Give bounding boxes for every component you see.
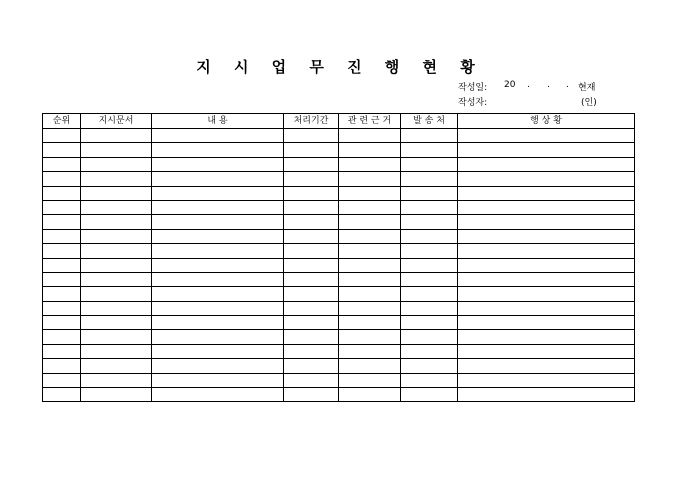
table-cell (81, 388, 152, 402)
table-cell (284, 272, 339, 286)
table-cell (284, 129, 339, 143)
table-cell (81, 143, 152, 157)
table-cell (43, 316, 81, 330)
table-cell (81, 330, 152, 344)
table-cell (458, 316, 635, 330)
table-cell (458, 359, 635, 373)
table-cell (284, 244, 339, 258)
table-cell (458, 301, 635, 315)
table-row (43, 258, 635, 272)
author-label: 작성자: (458, 98, 488, 108)
table-row (43, 186, 635, 200)
table-cell (284, 301, 339, 315)
table-cell (401, 143, 458, 157)
table-cell (152, 172, 284, 186)
table-cell (401, 330, 458, 344)
table-cell (458, 287, 635, 301)
table-cell (458, 129, 635, 143)
table-cell (284, 157, 339, 171)
table-cell (339, 301, 401, 315)
column-header-rank: 순위 (43, 114, 81, 129)
table-cell (43, 129, 81, 143)
table-cell (43, 244, 81, 258)
table-row (43, 388, 635, 402)
table-cell (458, 143, 635, 157)
table-cell (339, 157, 401, 171)
table-cell (458, 388, 635, 402)
table-cell (81, 258, 152, 272)
date-separator: . (566, 80, 569, 90)
table-cell (339, 172, 401, 186)
date-label: 작성일: (458, 83, 488, 93)
column-header-directive-document: 지시문서 (81, 114, 152, 129)
table-cell (152, 301, 284, 315)
table-cell (43, 287, 81, 301)
table-cell (284, 143, 339, 157)
table-cell (81, 301, 152, 315)
column-header-content: 내 용 (152, 114, 284, 129)
table-cell (43, 172, 81, 186)
table-cell (152, 287, 284, 301)
table-cell (152, 157, 284, 171)
table-cell (152, 143, 284, 157)
table-cell (401, 301, 458, 315)
table-cell (284, 316, 339, 330)
table-cell (152, 330, 284, 344)
table-cell (401, 186, 458, 200)
table-cell (458, 258, 635, 272)
table-cell (152, 186, 284, 200)
table-cell (339, 287, 401, 301)
table-cell (458, 215, 635, 229)
table-cell (339, 229, 401, 243)
author-seal: (인) (581, 98, 597, 108)
table-cell (401, 229, 458, 243)
table-cell (81, 359, 152, 373)
table-cell (458, 172, 635, 186)
table-cell (152, 359, 284, 373)
table-cell (81, 344, 152, 358)
table-cell (401, 258, 458, 272)
table-row (43, 229, 635, 243)
table-cell (43, 229, 81, 243)
table-cell (401, 344, 458, 358)
table-cell (339, 344, 401, 358)
table-cell (284, 258, 339, 272)
table-cell (339, 316, 401, 330)
table-cell (152, 129, 284, 143)
date-suffix: 현재 (578, 83, 596, 93)
column-header-sender: 발 송 처 (401, 114, 458, 129)
table-cell (458, 186, 635, 200)
table-cell (284, 229, 339, 243)
table-cell (81, 244, 152, 258)
table-cell (152, 200, 284, 214)
table-cell (152, 272, 284, 286)
table-header-row (43, 114, 635, 129)
table-cell (43, 200, 81, 214)
table-cell (401, 316, 458, 330)
table-cell (284, 344, 339, 358)
table-cell (401, 359, 458, 373)
date-separator: . (527, 80, 530, 90)
table-cell (284, 359, 339, 373)
table-cell (284, 186, 339, 200)
table-cell (401, 287, 458, 301)
table-cell (284, 172, 339, 186)
date-separator: . (547, 80, 550, 90)
table-cell (339, 373, 401, 387)
table-cell (43, 359, 81, 373)
table-cell (43, 186, 81, 200)
table-cell (81, 129, 152, 143)
table-cell (339, 359, 401, 373)
date-year: 20 (504, 80, 516, 90)
table-cell (458, 229, 635, 243)
table-row (43, 272, 635, 286)
table-cell (339, 143, 401, 157)
table-cell (458, 373, 635, 387)
status-table (42, 113, 635, 402)
table-cell (458, 244, 635, 258)
table-cell (401, 129, 458, 143)
table-row (43, 143, 635, 157)
table-row (43, 200, 635, 214)
table-cell (152, 244, 284, 258)
table-cell (152, 215, 284, 229)
table-cell (284, 373, 339, 387)
table-cell (81, 316, 152, 330)
table-cell (401, 388, 458, 402)
table-cell (339, 388, 401, 402)
table-cell (284, 215, 339, 229)
table-row (43, 129, 635, 143)
column-header-status: 행 상 황 (458, 114, 635, 129)
table-row (43, 344, 635, 358)
table-row (43, 215, 635, 229)
table-cell (401, 244, 458, 258)
table-cell (152, 388, 284, 402)
table-body (43, 129, 635, 402)
table-cell (81, 186, 152, 200)
table-cell (458, 344, 635, 358)
table-cell (43, 301, 81, 315)
table-cell (152, 316, 284, 330)
table-cell (43, 143, 81, 157)
table-row (43, 244, 635, 258)
table-row (43, 316, 635, 330)
table-cell (458, 272, 635, 286)
table-row (43, 157, 635, 171)
table-cell (81, 215, 152, 229)
table-cell (339, 244, 401, 258)
table-cell (81, 157, 152, 171)
table-cell (339, 330, 401, 344)
table-cell (339, 215, 401, 229)
table-cell (458, 157, 635, 171)
table-cell (43, 388, 81, 402)
table-row (43, 330, 635, 344)
document-title: 지 시 업 무 진 행 현 황 (196, 58, 484, 76)
table-cell (339, 129, 401, 143)
table-cell (43, 157, 81, 171)
table-cell (152, 229, 284, 243)
table-cell (81, 229, 152, 243)
table-cell (43, 373, 81, 387)
table-cell (81, 172, 152, 186)
table-cell (43, 330, 81, 344)
table-cell (81, 287, 152, 301)
table-row (43, 287, 635, 301)
table-cell (152, 344, 284, 358)
column-header-processing-period: 처리기간 (284, 114, 339, 129)
table-cell (43, 215, 81, 229)
table-cell (339, 258, 401, 272)
table-cell (339, 272, 401, 286)
table-cell (152, 373, 284, 387)
table-cell (401, 200, 458, 214)
column-header-related-basis: 관 련 근 거 (339, 114, 401, 129)
table-cell (81, 200, 152, 214)
table-cell (401, 215, 458, 229)
table-cell (43, 258, 81, 272)
table-cell (284, 388, 339, 402)
table-cell (401, 157, 458, 171)
table-cell (284, 287, 339, 301)
table-cell (152, 258, 284, 272)
table-cell (284, 330, 339, 344)
table-cell (339, 200, 401, 214)
table-cell (81, 272, 152, 286)
table-cell (81, 373, 152, 387)
table-row (43, 359, 635, 373)
table-cell (43, 344, 81, 358)
table-cell (401, 272, 458, 286)
table-cell (401, 373, 458, 387)
table-row (43, 301, 635, 315)
table-row (43, 172, 635, 186)
table-row (43, 373, 635, 387)
table-cell (458, 330, 635, 344)
table-cell (284, 200, 339, 214)
table-cell (458, 200, 635, 214)
table-cell (43, 272, 81, 286)
table-cell (339, 186, 401, 200)
table-cell (401, 172, 458, 186)
